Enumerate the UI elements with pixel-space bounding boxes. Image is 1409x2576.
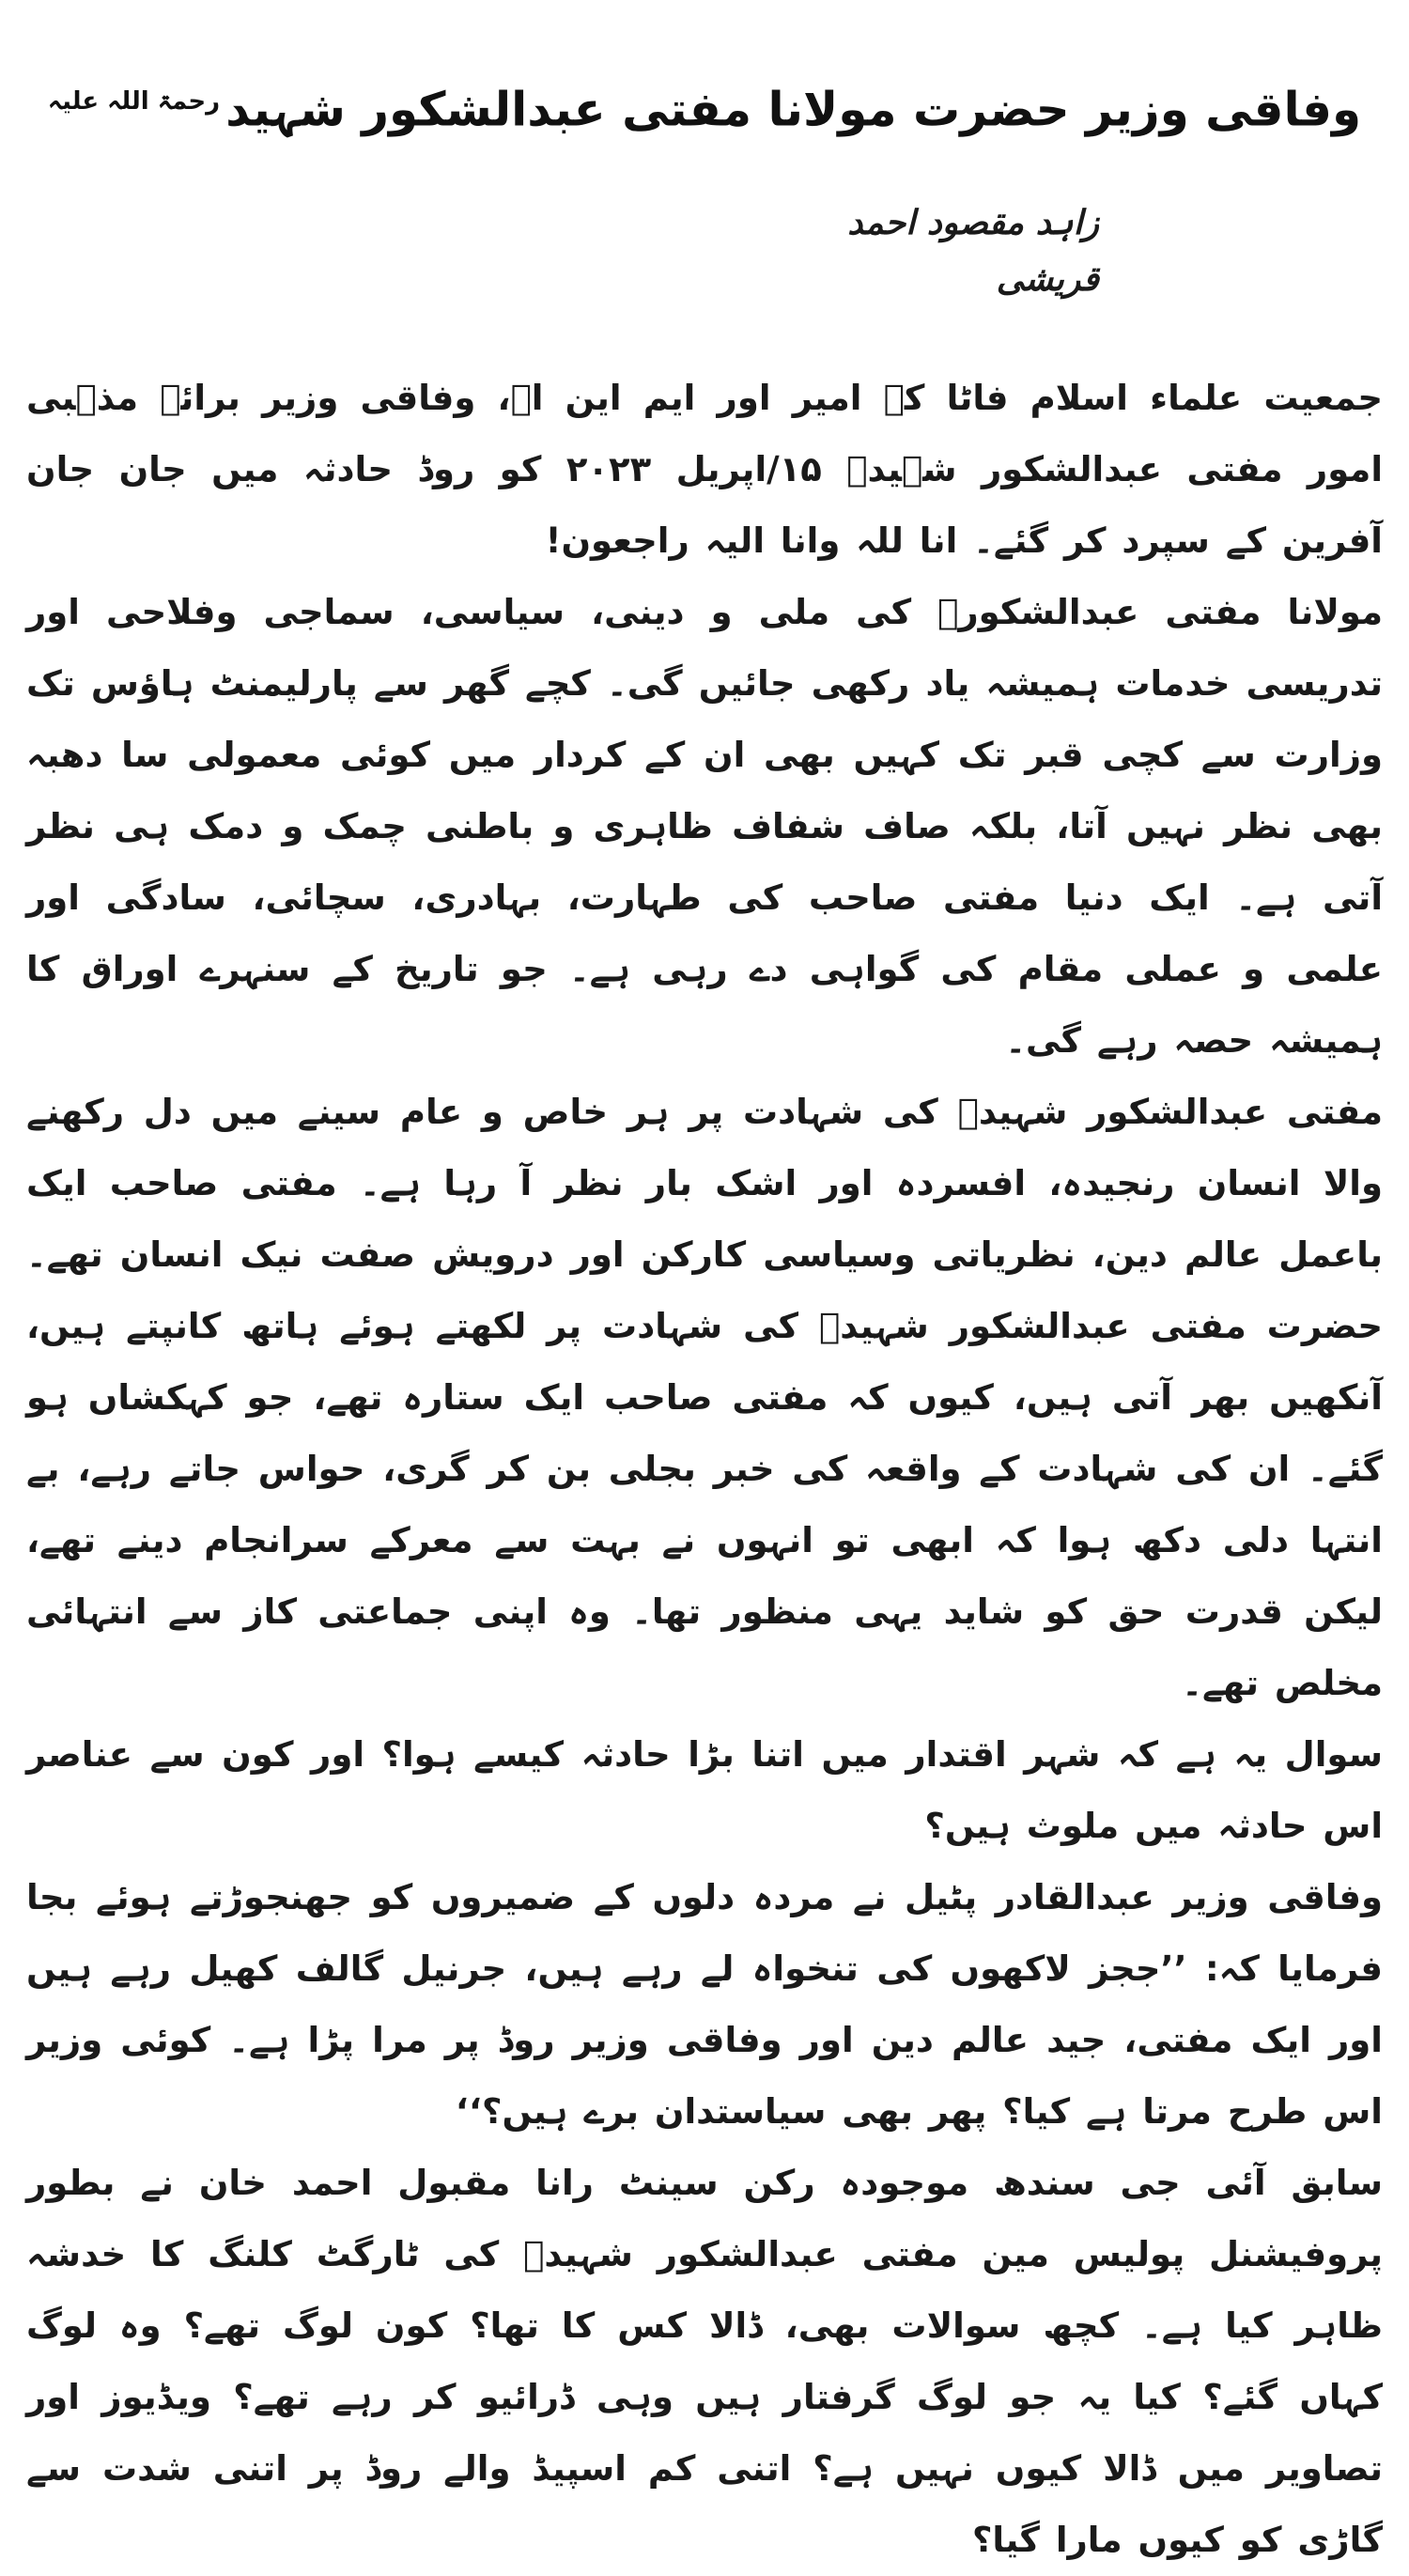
article-title-text: وفاقی وزیر حضرت مولانا مفتی عبدالشکور شہید (225, 82, 1362, 137)
paragraph-5: وفاقی وزیر عبدالقادر پٹیل نے مردہ دلوں کے ضمیروں کو جھنجوڑتے ہوئے بجا فرمایا کہ: ’’ججز لاکھوں کی تنخواہ لے رہے ہیں، جرنیل گالف کھیل رہے ہیں اور ایک مفتی، جید عالم دین اور وفاقی وزیر روڈ پر مرا پڑا ہے۔ کوئی وزیر اس طرح مرتا ہے کیا؟ پھر بھی سیاستدان برے ہیں؟‘‘ (26, 1877, 1383, 2132)
article-title (0, 64, 1409, 147)
paragraph-3: مفتی عبدالشکور شہیدؒ کی شہادت پر ہر خاص و عام سینے میں دل رکھنے والا انسان رنجیدہ، افسردہ اور اشک بار نظر آ رہا ہے۔ مفتی صاحب ایک باعمل عالم دین، نظریاتی وسیاسی کارکن اور درویش صفت نیک انسان تھے۔ حضرت مفتی عبدالشکور شہیدؒ کی شہادت پر لکھتے ہوئے ہاتھ کانپتے ہیں، آنکھیں بھر آتی ہیں، کیوں کہ مفتی صاحب ایک ستارہ تھے، جو کہکشاں ہو گئے۔ ان کی شہادت کے واقعہ کی خبر بجلی بن کر گری، حواس جاتے رہے، بے انتہا دلی دکھ ہوا کہ ابھی تو انہوں نے بہت سے معرکے سرانجام دینے تھے، لیکن قدرت حق کو شاید یہی منظور تھا۔ وہ اپنی جماعتی کاز سے انتہائی مخلص تھے۔ (26, 1092, 1383, 1703)
paragraph-1: جمعیت علماء اسلام فاٹا کے امیر اور ایم این اے، وفاقی وزیر برائے مذہبی امور مفتی عبدالشکور شہیدؒ ۱۵/اپریل ۲۰۲۳ کو روڈ حادثہ میں جان جان آفرین کے سپرد کر گئے۔ انا للہ وانا الیہ راجعون! (26, 378, 1384, 561)
article-body (26, 363, 1383, 2576)
paragraph-2: مولانا مفتی عبدالشکورؒ کی ملی و دینی، سیاسی، سماجی وفلاحی اور تدریسی خدمات ہمیشہ یاد رکھی جائیں گی۔ کچے گھر سے پارلیمنٹ ہاؤس تک وزارت سے کچی قبر تک کہیں بھی ان کے کردار میں کوئی معمولی سا دھبہ بھی نظر نہیں آتا، بلکہ صاف شفاف ظاہری و باطنی چمک و دمک ہی نظر آتی ہے۔ ایک دنیا مفتی صاحب کی طہارت، بہادری، سچائی، سادگی اور علمی و عملی مقام کی گواہی دے رہی ہے۔ جو تاریخ کے سنہرے اوراق کا ہمیشہ حصہ رہے گی۔ (26, 592, 1383, 1061)
title-honorific: رحمۃ اللہ علیہ (47, 87, 221, 116)
paragraph-4: سوال یہ ہے کہ شہر اقتدار میں اتنا بڑا حادثہ کیسے ہوا؟ اور کون سے عناصر اس حادثہ میں ملوث ہیں؟ (26, 1734, 1383, 1846)
article-author: زاہد مقصود احمد قریشی (847, 204, 1099, 299)
paragraph-6: سابق آئی جی سندھ موجودہ رکن سینٹ رانا مقبول احمد خان نے بطور پروفیشنل پولیس مین مفتی عبدالشکور شہیدؒ کی ٹارگٹ کلنگ کا خدشہ ظاہر کیا ہے۔ کچھ سوالات بھی، ڈالا کس کا تھا؟ کون لوگ تھے؟ وہ لوگ کہاں گئے؟ کیا یہ جو لوگ گرفتار ہیں وہی ڈرائیو کر رہے تھے؟ ویڈیوز اور تصاویر میں ڈالا کیوں نہیں ہے؟ اتنی کم اسپیڈ والے روڈ پر اتنی شدت سے گاڑی کو کیوں مارا گیا؟ (26, 2163, 1383, 2560)
